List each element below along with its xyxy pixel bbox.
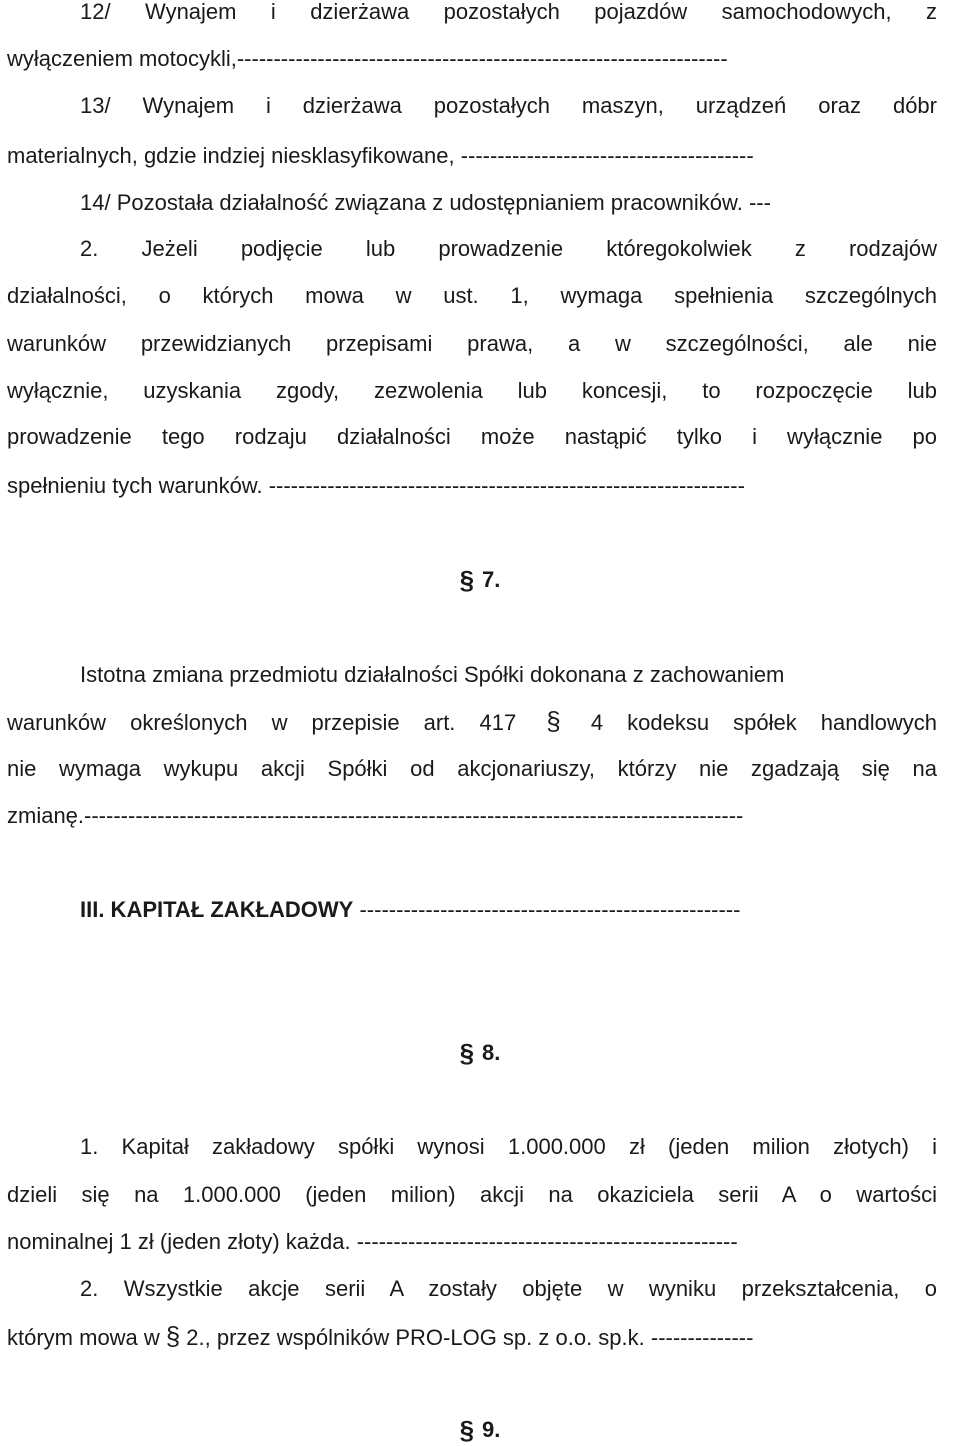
paragraph-2-line-4: wyłącznie, uzyskania zgody, zezwolenia lub koncesji, to rozpoczęcie lub bbox=[7, 378, 937, 403]
section-8-line-1: 1. Kapitał zakładowy spółki wynosi 1.000.000 zł (jeden milion złotych) i bbox=[80, 1134, 937, 1159]
section-8-number: 8. bbox=[482, 1040, 501, 1065]
paragraph-2-line-2: działalności, o których mowa w ust. 1, wymaga spełnienia szczególnych bbox=[7, 283, 937, 308]
section-symbol: § bbox=[165, 1321, 181, 1351]
section-7-heading bbox=[0, 564, 960, 596]
chapter-title-dashes: ---------------------------------------------------- bbox=[359, 897, 741, 922]
section-8-line-5-start: którym mowa w bbox=[7, 1325, 160, 1350]
section-8-heading bbox=[0, 1037, 960, 1069]
paragraph-2-line-6: spełnieniu tych warunków. ----------------------------------------------------------------- bbox=[7, 473, 745, 498]
section-7-line-1: Istotna zmiana przedmiotu działalności Spółki dokonana z zachowaniem bbox=[80, 662, 785, 687]
section-7-line-2 bbox=[7, 705, 937, 737]
section-symbol: § bbox=[459, 1415, 475, 1445]
paragraph-2-line-5: prowadzenie tego rodzaju działalności może nastąpić tylko i wyłącznie po bbox=[7, 424, 937, 449]
chapter-heading bbox=[80, 894, 937, 926]
section-7-line-2-end: 4 kodeksu spółek handlowych bbox=[590, 710, 937, 735]
section-symbol: § bbox=[459, 1038, 475, 1068]
paragraph-2-line-3: warunków przewidzianych przepisami prawa, a w szczególności, ale nie bbox=[7, 331, 937, 356]
section-7-line-3: nie wymaga wykupu akcji Spółki od akcjonariuszy, którzy nie zgadzają się na bbox=[7, 756, 937, 781]
section-8-line-5 bbox=[7, 1320, 937, 1352]
list-item-12-cont: wyłączeniem motocykli,------------------------------------------------------------------- bbox=[7, 46, 728, 71]
list-item-12: 12/ Wynajem i dzierżawa pozostałych pojazdów samochodowych, z bbox=[80, 0, 937, 24]
section-7-line-2-start: warunków określonych w przepisie art. 417 bbox=[7, 710, 517, 735]
section-8-line-2: dzieli się na 1.000.000 (jeden milion) akcji na okaziciela serii A o wartości bbox=[7, 1182, 937, 1207]
section-symbol: § bbox=[459, 565, 475, 595]
section-7-number: 7. bbox=[482, 567, 501, 592]
section-8-line-5-end: 2., przez wspólników PRO-LOG sp. z o.o. sp.k. -------------- bbox=[186, 1325, 754, 1350]
section-8-line-4: 2. Wszystkie akcje serii A zostały objęte w wyniku przekształcenia, o bbox=[80, 1276, 937, 1301]
section-8-line-3: nominalnej 1 zł (jeden złoty) każda. ---------------------------------------------------- bbox=[7, 1229, 738, 1254]
section-symbol: § bbox=[546, 706, 561, 736]
section-9-heading bbox=[0, 1414, 960, 1446]
section-9-number: 9. bbox=[482, 1417, 501, 1442]
section-7-line-4: zmianę.------------------------------------------------------------------------------------------ bbox=[7, 803, 744, 828]
list-item-13-cont: materialnych, gdzie indziej niesklasyfikowane, ---------------------------------------- bbox=[7, 143, 754, 168]
list-item-13: 13/ Wynajem i dzierżawa pozostałych maszyn, urządzeń oraz dóbr bbox=[80, 93, 937, 118]
paragraph-2-line-1: 2. Jeżeli podjęcie lub prowadzenie któregokolwiek z rodzajów bbox=[80, 236, 937, 261]
chapter-title: III. KAPITAŁ ZAKŁADOWY bbox=[80, 897, 354, 922]
list-item-14: 14/ Pozostała działalność związana z udostępnianiem pracowników. --- bbox=[80, 190, 771, 215]
